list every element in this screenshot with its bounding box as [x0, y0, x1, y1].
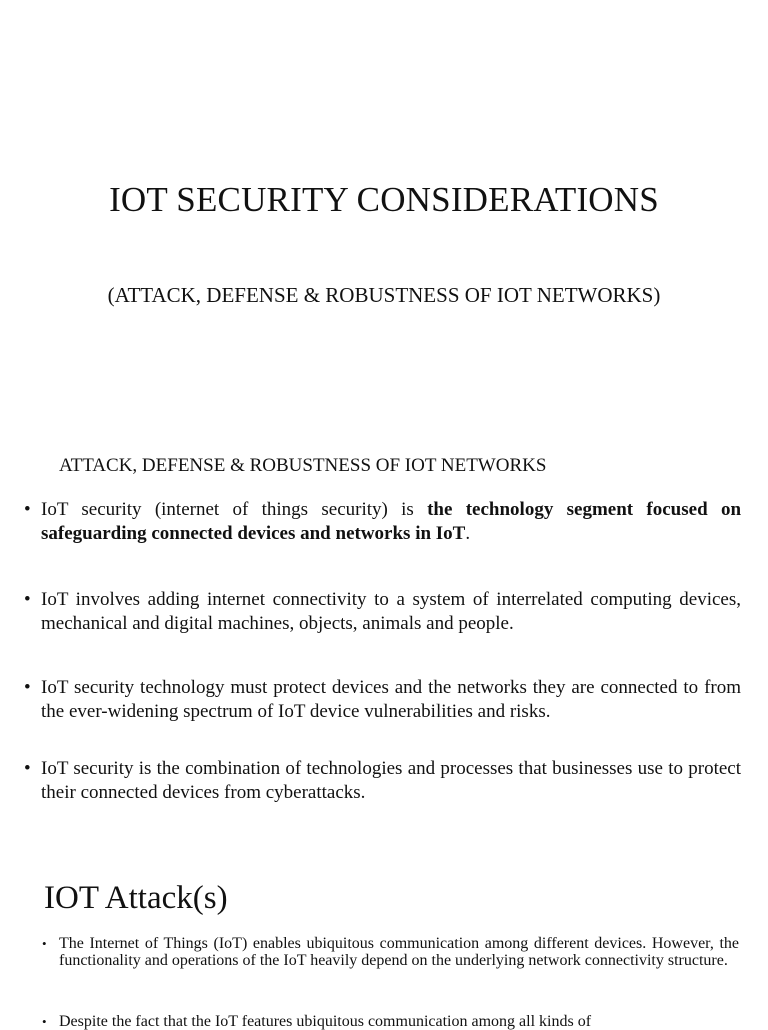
bullet-text-prefix: IoT security (internet of things security) is: [41, 499, 428, 520]
bullet-list: [24, 676, 741, 724]
bullet-list: [24, 757, 741, 805]
list-item: [42, 1013, 739, 1030]
bullet-icon: •: [42, 936, 47, 951]
bullet-text: IoT involves adding internet connectivity to a system of interrelated computing devices, mechanical and digital machines, objects, animals and people.: [41, 589, 741, 634]
list-item: [24, 757, 741, 805]
bullet-list: [42, 935, 739, 969]
bullet-list: [24, 498, 741, 546]
slide-title: IOT SECURITY CONSIDERATIONS: [109, 180, 659, 219]
slide-heading: IOT Attack(s): [44, 880, 228, 916]
bullet-list: [42, 1013, 739, 1030]
bullet-icon: •: [24, 758, 31, 779]
list-item: [24, 588, 741, 636]
list-item: [24, 676, 741, 724]
bullet-list: [24, 588, 741, 636]
list-item: [42, 935, 739, 969]
bullet-text: Despite the fact that the IoT features ubiquitous communication among all kinds of: [59, 1013, 592, 1030]
section-heading: ATTACK, DEFENSE & ROBUSTNESS OF IOT NETWORKS: [59, 455, 547, 476]
bullet-icon: •: [24, 677, 31, 698]
bullet-text-suffix: .: [465, 523, 471, 544]
bullet-icon: •: [42, 1014, 47, 1029]
bullet-icon: •: [24, 589, 31, 610]
bullet-text: The Internet of Things (IoT) enables ubiquitous communication among different devices. However, the functionality and operations of the IoT heavily depend on the underlying network connectivity structure.: [59, 935, 739, 969]
bullet-text-bold: the technology segment focused on safeguarding connected devices and networks in IoT: [41, 499, 742, 544]
bullet-text: IoT security is the combination of technologies and processes that businesses use to protect their connected devices from cyberattacks.: [41, 758, 741, 803]
bullet-icon: •: [24, 499, 31, 520]
list-item: [24, 498, 741, 546]
slide-subtitle: (ATTACK, DEFENSE & ROBUSTNESS OF IOT NETWORKS): [107, 283, 661, 307]
bullet-text: IoT security technology must protect devices and the networks they are connected to from the ever-widening spectrum of IoT device vulnerabilities and risks.: [41, 677, 741, 722]
